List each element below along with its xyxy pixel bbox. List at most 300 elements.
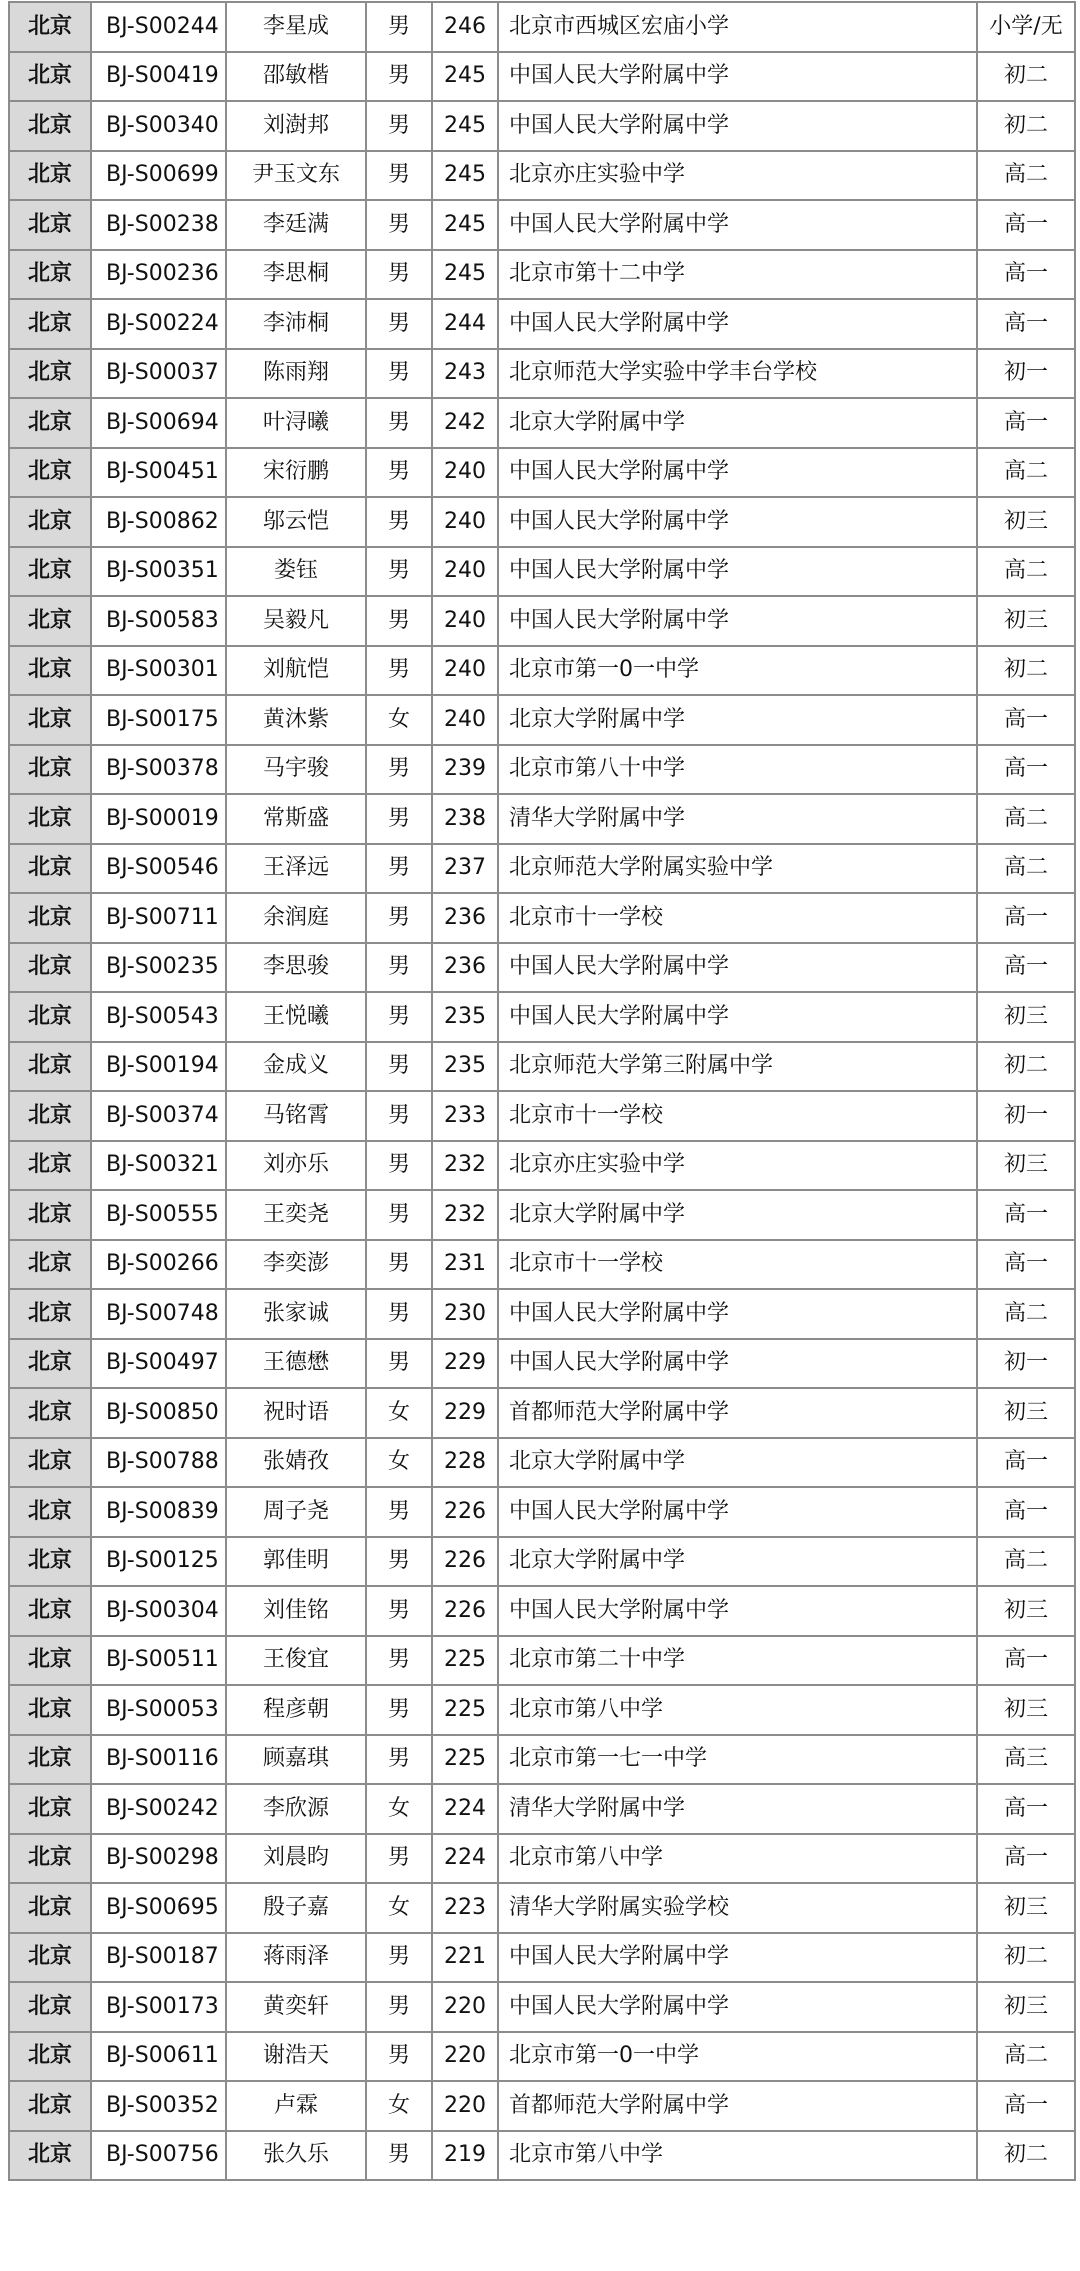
region-cell: 北京 bbox=[9, 398, 91, 448]
region-cell: 北京 bbox=[9, 1141, 91, 1191]
score-cell: 220 bbox=[432, 2032, 498, 2082]
region-cell: 北京 bbox=[9, 2, 91, 52]
region-cell: 北京 bbox=[9, 200, 91, 250]
table-row bbox=[9, 1141, 1075, 1191]
student-id-cell: BJ-S00235 bbox=[91, 943, 226, 993]
gender-cell: 男 bbox=[366, 1636, 432, 1686]
region-cell: 北京 bbox=[9, 250, 91, 300]
school-cell: 北京市第二十中学 bbox=[498, 1636, 977, 1686]
table-row bbox=[9, 1388, 1075, 1438]
student-id-cell: BJ-S00555 bbox=[91, 1190, 226, 1240]
region-cell: 北京 bbox=[9, 1537, 91, 1587]
student-name-cell: 陈雨翔 bbox=[226, 349, 366, 399]
region-cell: 北京 bbox=[9, 1339, 91, 1389]
student-id-cell: BJ-S00378 bbox=[91, 745, 226, 795]
score-cell: 226 bbox=[432, 1586, 498, 1636]
school-cell: 北京大学附属中学 bbox=[498, 695, 977, 745]
table-row bbox=[9, 1339, 1075, 1389]
table-row bbox=[9, 844, 1075, 894]
gender-cell: 男 bbox=[366, 1339, 432, 1389]
school-cell: 中国人民大学附属中学 bbox=[498, 200, 977, 250]
grade-cell: 高一 bbox=[977, 745, 1075, 795]
student-id-cell: BJ-S00839 bbox=[91, 1487, 226, 1537]
school-cell: 中国人民大学附属中学 bbox=[498, 101, 977, 151]
school-cell: 中国人民大学附属中学 bbox=[498, 1289, 977, 1339]
region-cell: 北京 bbox=[9, 497, 91, 547]
student-id-cell: BJ-S00242 bbox=[91, 1784, 226, 1834]
grade-cell: 高一 bbox=[977, 398, 1075, 448]
school-cell: 北京市西城区宏庙小学 bbox=[498, 2, 977, 52]
student-id-cell: BJ-S00304 bbox=[91, 1586, 226, 1636]
grade-cell: 高二 bbox=[977, 151, 1075, 201]
grade-cell: 初三 bbox=[977, 497, 1075, 547]
student-name-cell: 李廷满 bbox=[226, 200, 366, 250]
grade-cell: 小学/无 bbox=[977, 2, 1075, 52]
school-cell: 北京市十一学校 bbox=[498, 893, 977, 943]
student-name-cell: 王奕尧 bbox=[226, 1190, 366, 1240]
gender-cell: 男 bbox=[366, 992, 432, 1042]
grade-cell: 高二 bbox=[977, 1289, 1075, 1339]
table-row bbox=[9, 1982, 1075, 2032]
region-cell: 北京 bbox=[9, 844, 91, 894]
student-name-cell: 刘晨昀 bbox=[226, 1834, 366, 1884]
region-cell: 北京 bbox=[9, 1240, 91, 1290]
grade-cell: 初三 bbox=[977, 1685, 1075, 1735]
student-id-cell: BJ-S00125 bbox=[91, 1537, 226, 1587]
school-cell: 首都师范大学附属中学 bbox=[498, 2081, 977, 2131]
score-cell: 231 bbox=[432, 1240, 498, 1290]
table-row bbox=[9, 2032, 1075, 2082]
region-cell: 北京 bbox=[9, 1933, 91, 1983]
student-name-cell: 叶浔曦 bbox=[226, 398, 366, 448]
gender-cell: 女 bbox=[366, 1883, 432, 1933]
table-row bbox=[9, 1586, 1075, 1636]
student-name-cell: 马宇骏 bbox=[226, 745, 366, 795]
region-cell: 北京 bbox=[9, 1982, 91, 2032]
score-cell: 242 bbox=[432, 398, 498, 448]
student-id-cell: BJ-S00862 bbox=[91, 497, 226, 547]
student-name-cell: 李奕澎 bbox=[226, 1240, 366, 1290]
score-cell: 235 bbox=[432, 992, 498, 1042]
table-row bbox=[9, 1240, 1075, 1290]
grade-cell: 初二 bbox=[977, 646, 1075, 696]
score-cell: 220 bbox=[432, 2081, 498, 2131]
region-cell: 北京 bbox=[9, 646, 91, 696]
table-row bbox=[9, 2131, 1075, 2181]
school-cell: 中国人民大学附属中学 bbox=[498, 547, 977, 597]
gender-cell: 男 bbox=[366, 250, 432, 300]
grade-cell: 高一 bbox=[977, 250, 1075, 300]
table-row bbox=[9, 1042, 1075, 1092]
score-cell: 240 bbox=[432, 547, 498, 597]
student-id-cell: BJ-S00419 bbox=[91, 52, 226, 102]
grade-cell: 初二 bbox=[977, 1933, 1075, 1983]
grade-cell: 高一 bbox=[977, 1834, 1075, 1884]
school-cell: 北京市第八十中学 bbox=[498, 745, 977, 795]
student-name-cell: 娄钰 bbox=[226, 547, 366, 597]
student-id-cell: BJ-S00175 bbox=[91, 695, 226, 745]
grade-cell: 初三 bbox=[977, 1586, 1075, 1636]
region-cell: 北京 bbox=[9, 1834, 91, 1884]
gender-cell: 男 bbox=[366, 2131, 432, 2181]
score-cell: 238 bbox=[432, 794, 498, 844]
score-cell: 239 bbox=[432, 745, 498, 795]
score-cell: 230 bbox=[432, 1289, 498, 1339]
table-row bbox=[9, 398, 1075, 448]
region-cell: 北京 bbox=[9, 2131, 91, 2181]
grade-cell: 高一 bbox=[977, 1487, 1075, 1537]
gender-cell: 男 bbox=[366, 2032, 432, 2082]
grade-cell: 初三 bbox=[977, 1388, 1075, 1438]
region-cell: 北京 bbox=[9, 943, 91, 993]
table-row bbox=[9, 2081, 1075, 2131]
score-cell: 240 bbox=[432, 596, 498, 646]
gender-cell: 男 bbox=[366, 1537, 432, 1587]
student-id-cell: BJ-S00037 bbox=[91, 349, 226, 399]
gender-cell: 男 bbox=[366, 1240, 432, 1290]
gender-cell: 男 bbox=[366, 448, 432, 498]
grade-cell: 高一 bbox=[977, 1784, 1075, 1834]
school-cell: 中国人民大学附属中学 bbox=[498, 1487, 977, 1537]
region-cell: 北京 bbox=[9, 745, 91, 795]
school-cell: 北京市第一0一中学 bbox=[498, 646, 977, 696]
school-cell: 清华大学附属实验学校 bbox=[498, 1883, 977, 1933]
student-id-cell: BJ-S00543 bbox=[91, 992, 226, 1042]
gender-cell: 男 bbox=[366, 1289, 432, 1339]
table-row bbox=[9, 497, 1075, 547]
score-cell: 235 bbox=[432, 1042, 498, 1092]
student-name-cell: 李欣源 bbox=[226, 1784, 366, 1834]
region-cell: 北京 bbox=[9, 1586, 91, 1636]
score-cell: 245 bbox=[432, 200, 498, 250]
gender-cell: 男 bbox=[366, 646, 432, 696]
score-cell: 240 bbox=[432, 695, 498, 745]
school-cell: 北京大学附属中学 bbox=[498, 1537, 977, 1587]
gender-cell: 男 bbox=[366, 1190, 432, 1240]
grade-cell: 高二 bbox=[977, 547, 1075, 597]
grade-cell: 高一 bbox=[977, 893, 1075, 943]
student-name-cell: 张家诚 bbox=[226, 1289, 366, 1339]
score-cell: 240 bbox=[432, 497, 498, 547]
region-cell: 北京 bbox=[9, 1636, 91, 1686]
student-name-cell: 黄沐紫 bbox=[226, 695, 366, 745]
student-id-cell: BJ-S00238 bbox=[91, 200, 226, 250]
school-cell: 中国人民大学附属中学 bbox=[498, 299, 977, 349]
school-cell: 北京亦庄实验中学 bbox=[498, 151, 977, 201]
student-id-cell: BJ-S00224 bbox=[91, 299, 226, 349]
student-id-cell: BJ-S00187 bbox=[91, 1933, 226, 1983]
table-row bbox=[9, 943, 1075, 993]
school-cell: 北京市第一七一中学 bbox=[498, 1735, 977, 1785]
region-cell: 北京 bbox=[9, 596, 91, 646]
grade-cell: 初一 bbox=[977, 1091, 1075, 1141]
region-cell: 北京 bbox=[9, 1289, 91, 1339]
table-row bbox=[9, 448, 1075, 498]
score-cell: 221 bbox=[432, 1933, 498, 1983]
grade-cell: 高一 bbox=[977, 299, 1075, 349]
table-row bbox=[9, 992, 1075, 1042]
score-cell: 224 bbox=[432, 1784, 498, 1834]
student-id-cell: BJ-S00694 bbox=[91, 398, 226, 448]
school-cell: 北京市第八中学 bbox=[498, 1685, 977, 1735]
student-name-cell: 郭佳明 bbox=[226, 1537, 366, 1587]
school-cell: 北京市第一0一中学 bbox=[498, 2032, 977, 2082]
gender-cell: 男 bbox=[366, 745, 432, 795]
gender-cell: 男 bbox=[366, 497, 432, 547]
gender-cell: 男 bbox=[366, 1042, 432, 1092]
student-name-cell: 王德懋 bbox=[226, 1339, 366, 1389]
gender-cell: 女 bbox=[366, 1438, 432, 1488]
student-name-cell: 祝时语 bbox=[226, 1388, 366, 1438]
grade-cell: 高一 bbox=[977, 1438, 1075, 1488]
grade-cell: 高二 bbox=[977, 1537, 1075, 1587]
school-cell: 清华大学附属中学 bbox=[498, 1784, 977, 1834]
student-name-cell: 顾嘉琪 bbox=[226, 1735, 366, 1785]
student-id-cell: BJ-S00019 bbox=[91, 794, 226, 844]
grade-cell: 高一 bbox=[977, 943, 1075, 993]
table-row bbox=[9, 695, 1075, 745]
score-cell: 229 bbox=[432, 1339, 498, 1389]
school-cell: 北京大学附属中学 bbox=[498, 1190, 977, 1240]
student-id-cell: BJ-S00116 bbox=[91, 1735, 226, 1785]
score-cell: 229 bbox=[432, 1388, 498, 1438]
grade-cell: 初三 bbox=[977, 596, 1075, 646]
table-row bbox=[9, 1933, 1075, 1983]
school-cell: 北京师范大学实验中学丰台学校 bbox=[498, 349, 977, 399]
gender-cell: 男 bbox=[366, 349, 432, 399]
school-cell: 北京师范大学第三附属中学 bbox=[498, 1042, 977, 1092]
grade-cell: 高一 bbox=[977, 2081, 1075, 2131]
score-cell: 232 bbox=[432, 1190, 498, 1240]
student-id-cell: BJ-S00611 bbox=[91, 2032, 226, 2082]
student-name-cell: 金成义 bbox=[226, 1042, 366, 1092]
grade-cell: 高一 bbox=[977, 1636, 1075, 1686]
student-name-cell: 刘航恺 bbox=[226, 646, 366, 696]
score-cell: 236 bbox=[432, 893, 498, 943]
score-cell: 220 bbox=[432, 1982, 498, 2032]
student-name-cell: 常斯盛 bbox=[226, 794, 366, 844]
school-cell: 中国人民大学附属中学 bbox=[498, 1586, 977, 1636]
grade-cell: 高一 bbox=[977, 1240, 1075, 1290]
table-row bbox=[9, 101, 1075, 151]
student-name-cell: 李思骏 bbox=[226, 943, 366, 993]
student-name-cell: 邵敏楷 bbox=[226, 52, 366, 102]
score-cell: 240 bbox=[432, 646, 498, 696]
region-cell: 北京 bbox=[9, 547, 91, 597]
score-cell: 225 bbox=[432, 1685, 498, 1735]
score-cell: 245 bbox=[432, 101, 498, 151]
grade-cell: 初三 bbox=[977, 1982, 1075, 2032]
school-cell: 清华大学附属中学 bbox=[498, 794, 977, 844]
region-cell: 北京 bbox=[9, 794, 91, 844]
region-cell: 北京 bbox=[9, 1784, 91, 1834]
score-cell: 240 bbox=[432, 448, 498, 498]
grade-cell: 初一 bbox=[977, 1339, 1075, 1389]
region-cell: 北京 bbox=[9, 1388, 91, 1438]
school-cell: 北京市十一学校 bbox=[498, 1240, 977, 1290]
student-name-cell: 刘澍邦 bbox=[226, 101, 366, 151]
score-cell: 246 bbox=[432, 2, 498, 52]
gender-cell: 男 bbox=[366, 1091, 432, 1141]
score-cell: 233 bbox=[432, 1091, 498, 1141]
school-cell: 中国人民大学附属中学 bbox=[498, 497, 977, 547]
table-row bbox=[9, 745, 1075, 795]
gender-cell: 女 bbox=[366, 2081, 432, 2131]
results-table-body bbox=[9, 2, 1075, 2180]
student-name-cell: 蒋雨泽 bbox=[226, 1933, 366, 1983]
score-cell: 223 bbox=[432, 1883, 498, 1933]
student-id-cell: BJ-S00352 bbox=[91, 2081, 226, 2131]
gender-cell: 男 bbox=[366, 794, 432, 844]
student-id-cell: BJ-S00236 bbox=[91, 250, 226, 300]
gender-cell: 男 bbox=[366, 398, 432, 448]
table-row bbox=[9, 1091, 1075, 1141]
score-cell: 237 bbox=[432, 844, 498, 894]
student-name-cell: 王泽远 bbox=[226, 844, 366, 894]
table-row bbox=[9, 200, 1075, 250]
school-cell: 中国人民大学附属中学 bbox=[498, 1982, 977, 2032]
gender-cell: 男 bbox=[366, 1982, 432, 2032]
region-cell: 北京 bbox=[9, 695, 91, 745]
gender-cell: 男 bbox=[366, 200, 432, 250]
region-cell: 北京 bbox=[9, 52, 91, 102]
table-row bbox=[9, 250, 1075, 300]
student-name-cell: 周子尧 bbox=[226, 1487, 366, 1537]
grade-cell: 高一 bbox=[977, 200, 1075, 250]
student-id-cell: BJ-S00850 bbox=[91, 1388, 226, 1438]
grade-cell: 高一 bbox=[977, 1190, 1075, 1240]
gender-cell: 男 bbox=[366, 52, 432, 102]
region-cell: 北京 bbox=[9, 349, 91, 399]
table-row bbox=[9, 1636, 1075, 1686]
score-cell: 245 bbox=[432, 52, 498, 102]
student-id-cell: BJ-S00351 bbox=[91, 547, 226, 597]
table-row bbox=[9, 794, 1075, 844]
region-cell: 北京 bbox=[9, 1883, 91, 1933]
region-cell: 北京 bbox=[9, 2081, 91, 2131]
table-row bbox=[9, 299, 1075, 349]
table-row bbox=[9, 646, 1075, 696]
table-row bbox=[9, 893, 1075, 943]
score-cell: 245 bbox=[432, 151, 498, 201]
student-name-cell: 邬云恺 bbox=[226, 497, 366, 547]
student-id-cell: BJ-S00340 bbox=[91, 101, 226, 151]
region-cell: 北京 bbox=[9, 1042, 91, 1092]
grade-cell: 初三 bbox=[977, 992, 1075, 1042]
grade-cell: 高二 bbox=[977, 2032, 1075, 2082]
table-row bbox=[9, 1190, 1075, 1240]
student-id-cell: BJ-S00266 bbox=[91, 1240, 226, 1290]
student-name-cell: 马铭霄 bbox=[226, 1091, 366, 1141]
school-cell: 中国人民大学附属中学 bbox=[498, 596, 977, 646]
student-id-cell: BJ-S00301 bbox=[91, 646, 226, 696]
student-name-cell: 刘亦乐 bbox=[226, 1141, 366, 1191]
gender-cell: 男 bbox=[366, 1933, 432, 1983]
table-row bbox=[9, 151, 1075, 201]
student-name-cell: 李思桐 bbox=[226, 250, 366, 300]
student-name-cell: 张婧孜 bbox=[226, 1438, 366, 1488]
table-row bbox=[9, 1784, 1075, 1834]
gender-cell: 男 bbox=[366, 943, 432, 993]
table-row bbox=[9, 1883, 1075, 1933]
grade-cell: 高二 bbox=[977, 794, 1075, 844]
school-cell: 北京大学附属中学 bbox=[498, 398, 977, 448]
school-cell: 北京市第十二中学 bbox=[498, 250, 977, 300]
student-name-cell: 宋衍鹏 bbox=[226, 448, 366, 498]
gender-cell: 男 bbox=[366, 844, 432, 894]
student-name-cell: 卢霖 bbox=[226, 2081, 366, 2131]
school-cell: 中国人民大学附属中学 bbox=[498, 52, 977, 102]
student-name-cell: 李沛桐 bbox=[226, 299, 366, 349]
score-cell: 225 bbox=[432, 1735, 498, 1785]
table-row bbox=[9, 1537, 1075, 1587]
gender-cell: 男 bbox=[366, 101, 432, 151]
student-id-cell: BJ-S00546 bbox=[91, 844, 226, 894]
region-cell: 北京 bbox=[9, 992, 91, 1042]
school-cell: 首都师范大学附属中学 bbox=[498, 1388, 977, 1438]
student-id-cell: BJ-S00788 bbox=[91, 1438, 226, 1488]
student-id-cell: BJ-S00298 bbox=[91, 1834, 226, 1884]
school-cell: 北京市十一学校 bbox=[498, 1091, 977, 1141]
school-cell: 中国人民大学附属中学 bbox=[498, 1339, 977, 1389]
region-cell: 北京 bbox=[9, 448, 91, 498]
school-cell: 北京亦庄实验中学 bbox=[498, 1141, 977, 1191]
student-id-cell: BJ-S00053 bbox=[91, 1685, 226, 1735]
student-id-cell: BJ-S00194 bbox=[91, 1042, 226, 1092]
student-id-cell: BJ-S00321 bbox=[91, 1141, 226, 1191]
gender-cell: 男 bbox=[366, 547, 432, 597]
table-row bbox=[9, 547, 1075, 597]
score-cell: 226 bbox=[432, 1537, 498, 1587]
school-cell: 北京师范大学附属实验中学 bbox=[498, 844, 977, 894]
student-id-cell: BJ-S00497 bbox=[91, 1339, 226, 1389]
student-id-cell: BJ-S00711 bbox=[91, 893, 226, 943]
student-id-cell: BJ-S00244 bbox=[91, 2, 226, 52]
grade-cell: 高一 bbox=[977, 695, 1075, 745]
region-cell: 北京 bbox=[9, 1438, 91, 1488]
gender-cell: 男 bbox=[366, 1586, 432, 1636]
school-cell: 中国人民大学附属中学 bbox=[498, 448, 977, 498]
score-cell: 244 bbox=[432, 299, 498, 349]
school-cell: 中国人民大学附属中学 bbox=[498, 943, 977, 993]
table-row bbox=[9, 349, 1075, 399]
region-cell: 北京 bbox=[9, 299, 91, 349]
student-id-cell: BJ-S00173 bbox=[91, 1982, 226, 2032]
student-name-cell: 刘佳铭 bbox=[226, 1586, 366, 1636]
gender-cell: 男 bbox=[366, 2, 432, 52]
table-row bbox=[9, 1735, 1075, 1785]
student-id-cell: BJ-S00511 bbox=[91, 1636, 226, 1686]
student-name-cell: 黄奕轩 bbox=[226, 1982, 366, 2032]
school-cell: 中国人民大学附属中学 bbox=[498, 1933, 977, 1983]
student-name-cell: 张久乐 bbox=[226, 2131, 366, 2181]
grade-cell: 初一 bbox=[977, 349, 1075, 399]
gender-cell: 男 bbox=[366, 1685, 432, 1735]
student-name-cell: 余润庭 bbox=[226, 893, 366, 943]
student-name-cell: 李星成 bbox=[226, 2, 366, 52]
table-row bbox=[9, 1487, 1075, 1537]
table-row bbox=[9, 1685, 1075, 1735]
student-name-cell: 程彦朝 bbox=[226, 1685, 366, 1735]
student-name-cell: 尹玉文东 bbox=[226, 151, 366, 201]
region-cell: 北京 bbox=[9, 1091, 91, 1141]
score-cell: 228 bbox=[432, 1438, 498, 1488]
region-cell: 北京 bbox=[9, 2032, 91, 2082]
school-cell: 北京市第八中学 bbox=[498, 1834, 977, 1884]
gender-cell: 女 bbox=[366, 1784, 432, 1834]
gender-cell: 女 bbox=[366, 695, 432, 745]
grade-cell: 高三 bbox=[977, 1735, 1075, 1785]
